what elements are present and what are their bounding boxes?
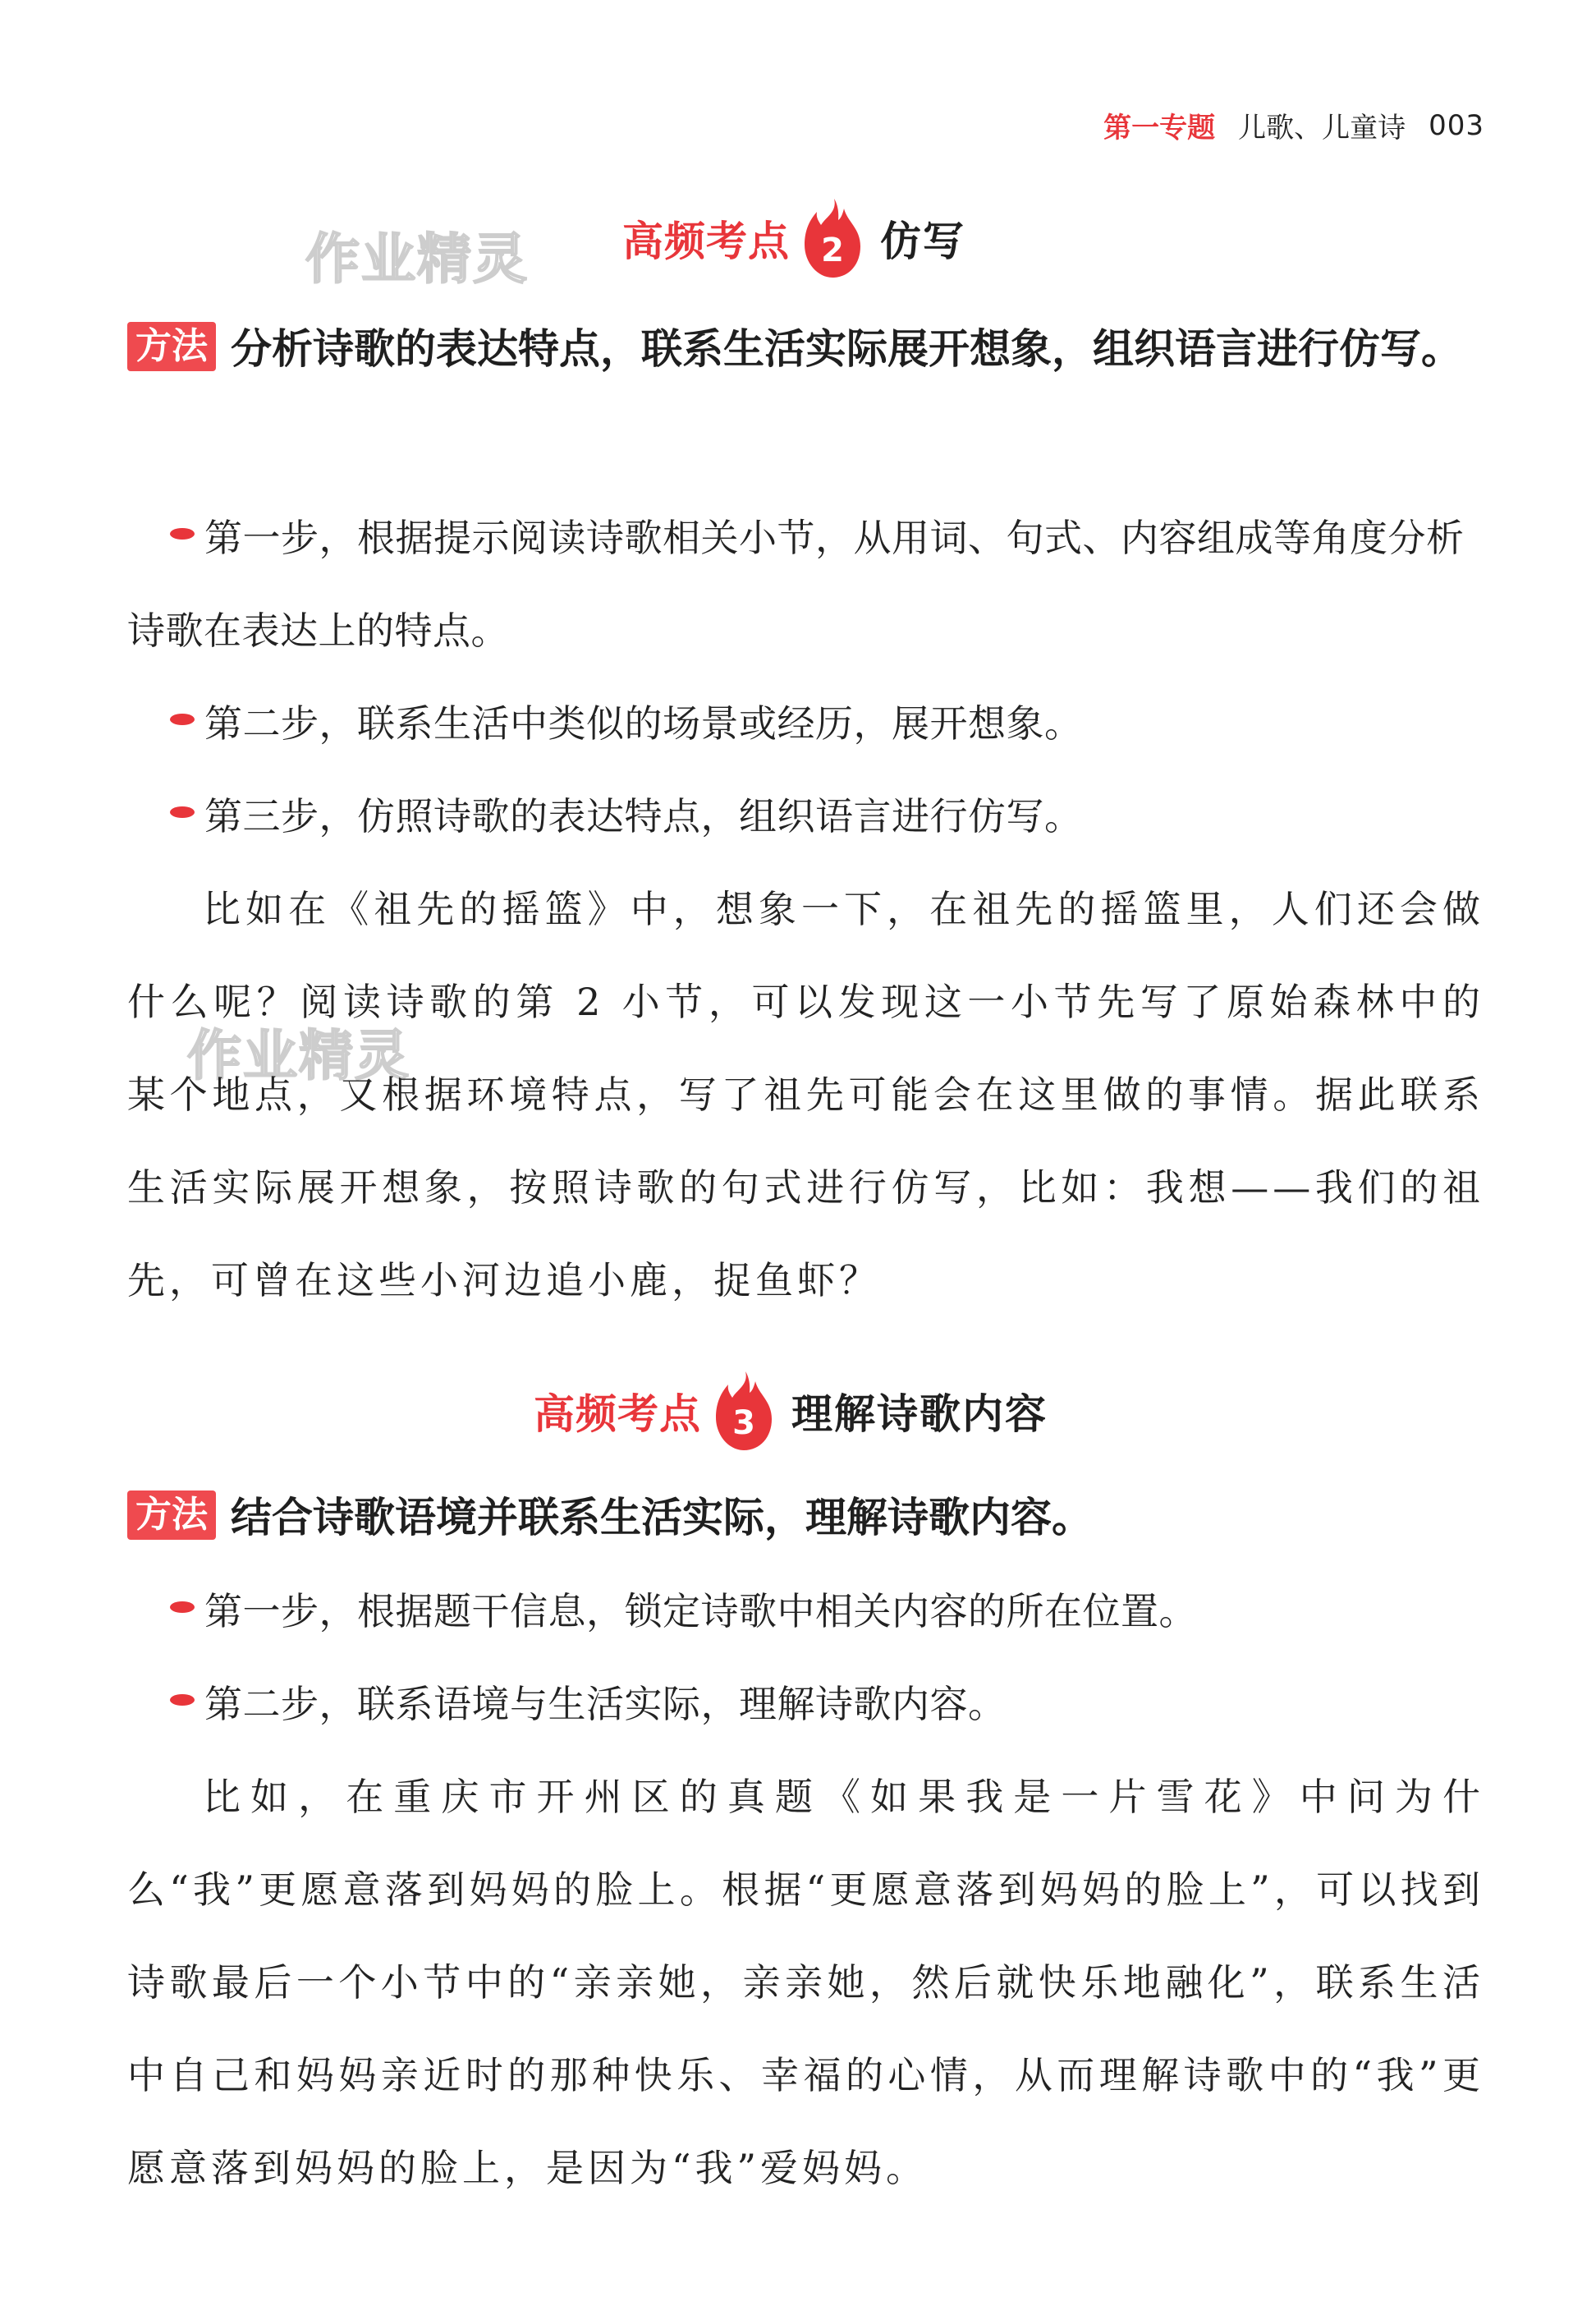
step-text: 第一步，根据提示阅读诗歌相关小节，从用词、句式、内容组成等角度分析诗歌在表达上的特点。 (127, 516, 1465, 653)
method-badge: 方法 (127, 1491, 216, 1540)
example-paragraph: 比如，在重庆市开州区的真题《如果我是一片雪花》中问为什么“我”更愿意落到妈妈的脸上。根据“更愿意落到妈妈的脸上”，可以找到诗歌最后一个小节中的“亲亲她，亲亲她，然后就快乐地融化”，联系生活中自己和妈妈亲近时的那种快乐、幸福的心情，从而理解诗歌中的“我”更愿意落到妈妈的脸上，是因为“我”爱妈妈。 (127, 1775, 1484, 2190)
flame-icon (801, 197, 864, 279)
step-item (127, 1565, 1484, 1658)
header-topic: 第一专题 (1103, 112, 1216, 145)
step-item (127, 770, 1484, 863)
method-badge: 方法 (127, 322, 216, 371)
example-paragraph: 比如在《祖先的摇篮》中，想象一下，在祖先的摇篮里，人们还会做什么呢？阅读诗歌的第 2 小节，可以发现这一小节先写了原始森林中的某个地点，又根据环境特点，写了祖先可能会在这里做的事情。据此联系生活实际展开想象，按照诗歌的句式进行仿写，比如：我想——我们的祖先，可曾在这些小河边追小鹿，捉鱼虾？ (127, 887, 1484, 1302)
watermark: 作业精灵 (187, 1024, 410, 1087)
bullet-icon (168, 710, 196, 728)
section-label: 高频考点 (534, 1390, 701, 1438)
section-number: 2 (821, 232, 844, 269)
method-text: 分析诗歌的表达特点，联系生活实际展开想象，组织语言进行仿写。 (231, 325, 1462, 373)
section-title-2 (622, 197, 965, 279)
section-name: 仿写 (880, 218, 965, 265)
bullet-icon (168, 1691, 196, 1709)
method-line (127, 301, 1484, 397)
bullet-icon (168, 525, 196, 543)
method-text: 结合诗歌语境并联系生活实际，理解诗歌内容。 (231, 1494, 1093, 1541)
step-text: 第一步，根据题干信息，锁定诗歌中相关内容的所在位置。 (204, 1589, 1197, 1633)
bullet-icon (168, 803, 196, 821)
step-text: 第二步，联系语境与生活实际，理解诗歌内容。 (204, 1682, 1007, 1726)
step-text: 第三步，仿照诗歌的表达特点，组织语言进行仿写。 (204, 794, 1083, 838)
section-title-3 (534, 1370, 1048, 1452)
section-number: 3 (732, 1404, 755, 1442)
method-line (127, 1470, 1484, 1565)
step-item (127, 1658, 1484, 1751)
bullet-icon (168, 1598, 196, 1616)
header-subtitle: 儿歌、儿童诗 (1238, 112, 1406, 145)
step-text: 第二步，联系生活中类似的场景或经历，展开想象。 (204, 701, 1083, 746)
step-item (127, 678, 1484, 770)
running-header (1103, 105, 1484, 145)
page-number: 003 (1429, 108, 1484, 142)
section-name: 理解诗歌内容 (791, 1390, 1048, 1438)
section-label: 高频考点 (622, 218, 790, 265)
flame-icon (713, 1370, 775, 1452)
step-item (127, 492, 1484, 678)
watermark: 作业精灵 (305, 227, 529, 291)
